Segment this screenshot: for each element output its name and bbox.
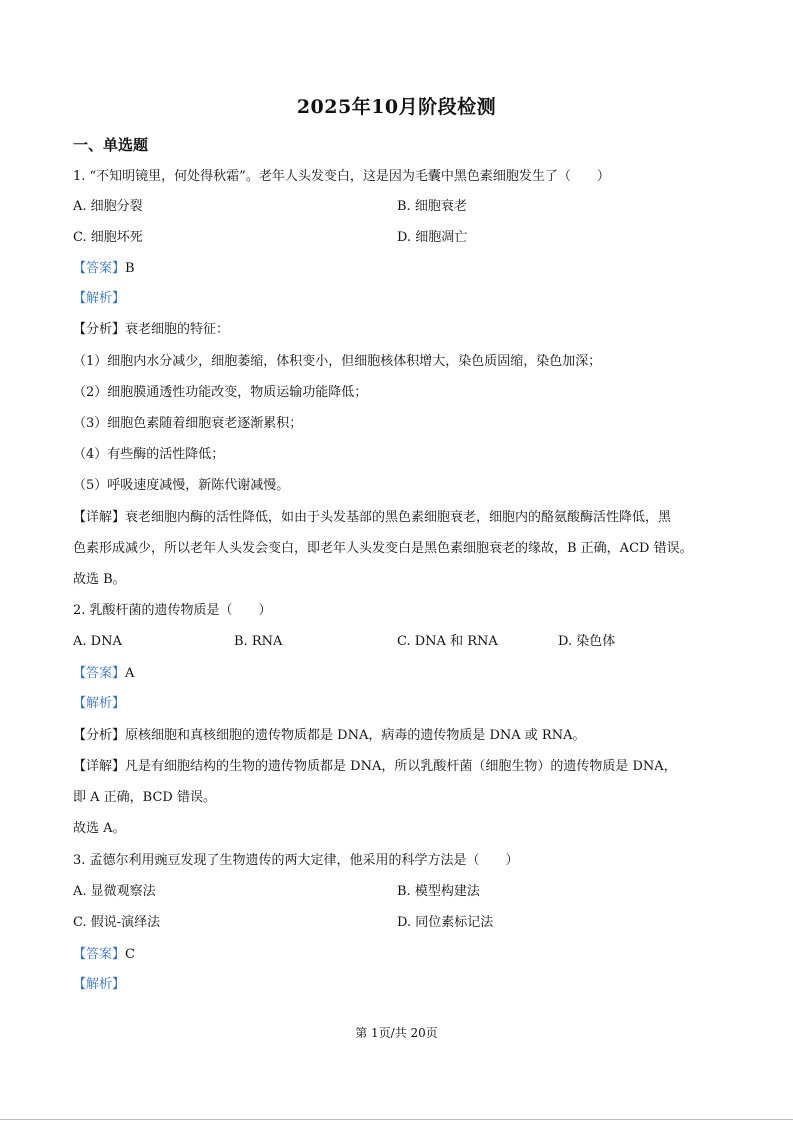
q1-option-b: B. 细胞衰老 xyxy=(397,199,467,214)
q3-option-c: C. 假说-演绎法 xyxy=(73,915,161,930)
xiangjie-tag: 【详解】 xyxy=(73,759,126,774)
q1-jiexi xyxy=(73,290,125,308)
q1-point-4: （4）有些酶的活性降低； xyxy=(73,447,225,462)
page-divider xyxy=(0,1119,793,1120)
q3-jiexi xyxy=(73,976,125,994)
jiexi-tag: 【解析】 xyxy=(73,291,126,306)
xiangjie-tag: 【详解】 xyxy=(73,510,126,525)
q1-xiangjie-cont: 色素形成减少，所以老年人头发会变白，即老年人头发变白是黑色素细胞衰老的缘故，B 正确，ACD 错误。 xyxy=(73,541,693,556)
q2-fenxi xyxy=(73,727,585,745)
q2-option-d: D. 染色体 xyxy=(558,634,616,649)
q3-option-a: A. 显微观察法 xyxy=(73,884,156,899)
page-footer: 第 1页/共 20页 xyxy=(355,1026,438,1040)
question-1-stem: 1. “不知明镜里，何处得秋霜”。老年人头发变白，这是因为毛囊中黑色素细胞发生了（ ） xyxy=(73,169,610,184)
q2-xiangjie xyxy=(73,758,677,776)
q1-point-1: （1）细胞内水分减少，细胞萎缩，体积变小，但细胞核体积增大，染色质固缩，染色加深； xyxy=(73,354,602,369)
q1-answer xyxy=(73,260,135,278)
q2-xiangjie-cont: 即 A 正确，BCD 错误。 xyxy=(73,790,216,805)
answer-value: C xyxy=(125,947,135,962)
xiangjie-text: 凡是有细胞结构的生物的遗传物质都是 DNA，所以乳酸杆菌（细胞生物）的遗传物质是 DNA， xyxy=(125,759,677,774)
q1-conclusion: 故选 B。 xyxy=(73,572,126,587)
answer-value: B xyxy=(125,261,135,276)
q2-option-a: A. DNA xyxy=(73,634,122,649)
q1-xiangjie xyxy=(73,509,671,527)
q3-option-b: B. 模型构建法 xyxy=(397,884,480,899)
q1-option-a: A. 细胞分裂 xyxy=(73,199,143,214)
q2-conclusion: 故选 A。 xyxy=(73,821,126,836)
q3-option-d: D. 同位素标记法 xyxy=(397,915,494,930)
q1-option-c: C. 细胞坏死 xyxy=(73,230,143,245)
page-title: 2025年10月阶段检测 xyxy=(296,96,497,118)
q1-point-3: （3）细胞色素随着细胞衰老逐渐累积； xyxy=(73,416,303,431)
q2-jiexi xyxy=(73,695,125,713)
q2-option-b: B. RNA xyxy=(234,634,283,649)
answer-tag: 【答案】 xyxy=(73,666,126,681)
fenxi-text: 衰老细胞的特征： xyxy=(125,322,230,337)
fenxi-text: 原核细胞和真核细胞的遗传物质都是 DNA，病毒的遗传物质是 DNA 或 RNA。 xyxy=(125,728,586,743)
q1-fenxi xyxy=(73,321,229,339)
q2-answer xyxy=(73,665,134,683)
jiexi-tag: 【解析】 xyxy=(73,696,126,711)
q2-option-c: C. DNA 和 RNA xyxy=(397,634,498,649)
question-2-stem: 2. 乳酸杆菌的遗传物质是（ ） xyxy=(73,603,272,618)
xiangjie-text: 衰老细胞内酶的活性降低，如由于头发基部的黑色素细胞衰老，细胞内的酪氨酸酶活性降低，黑 xyxy=(125,510,672,525)
answer-tag: 【答案】 xyxy=(73,947,126,962)
jiexi-tag: 【解析】 xyxy=(73,977,126,992)
q3-answer xyxy=(73,946,135,964)
fenxi-tag: 【分析】 xyxy=(73,322,126,337)
q1-point-5: （5）呼吸速度减慢，新陈代谢减慢。 xyxy=(73,478,290,493)
fenxi-tag: 【分析】 xyxy=(73,728,126,743)
section-heading: 一、单选题 xyxy=(73,136,149,154)
question-3-stem: 3. 孟德尔利用豌豆发现了生物遗传的两大定律，他采用的科学方法是（ ） xyxy=(73,853,519,868)
answer-tag: 【答案】 xyxy=(73,261,126,276)
answer-value: A xyxy=(125,666,135,681)
q1-point-2: （2）细胞膜通透性功能改变，物质运输功能降低； xyxy=(73,385,368,400)
q1-option-d: D. 细胞凋亡 xyxy=(397,230,468,245)
